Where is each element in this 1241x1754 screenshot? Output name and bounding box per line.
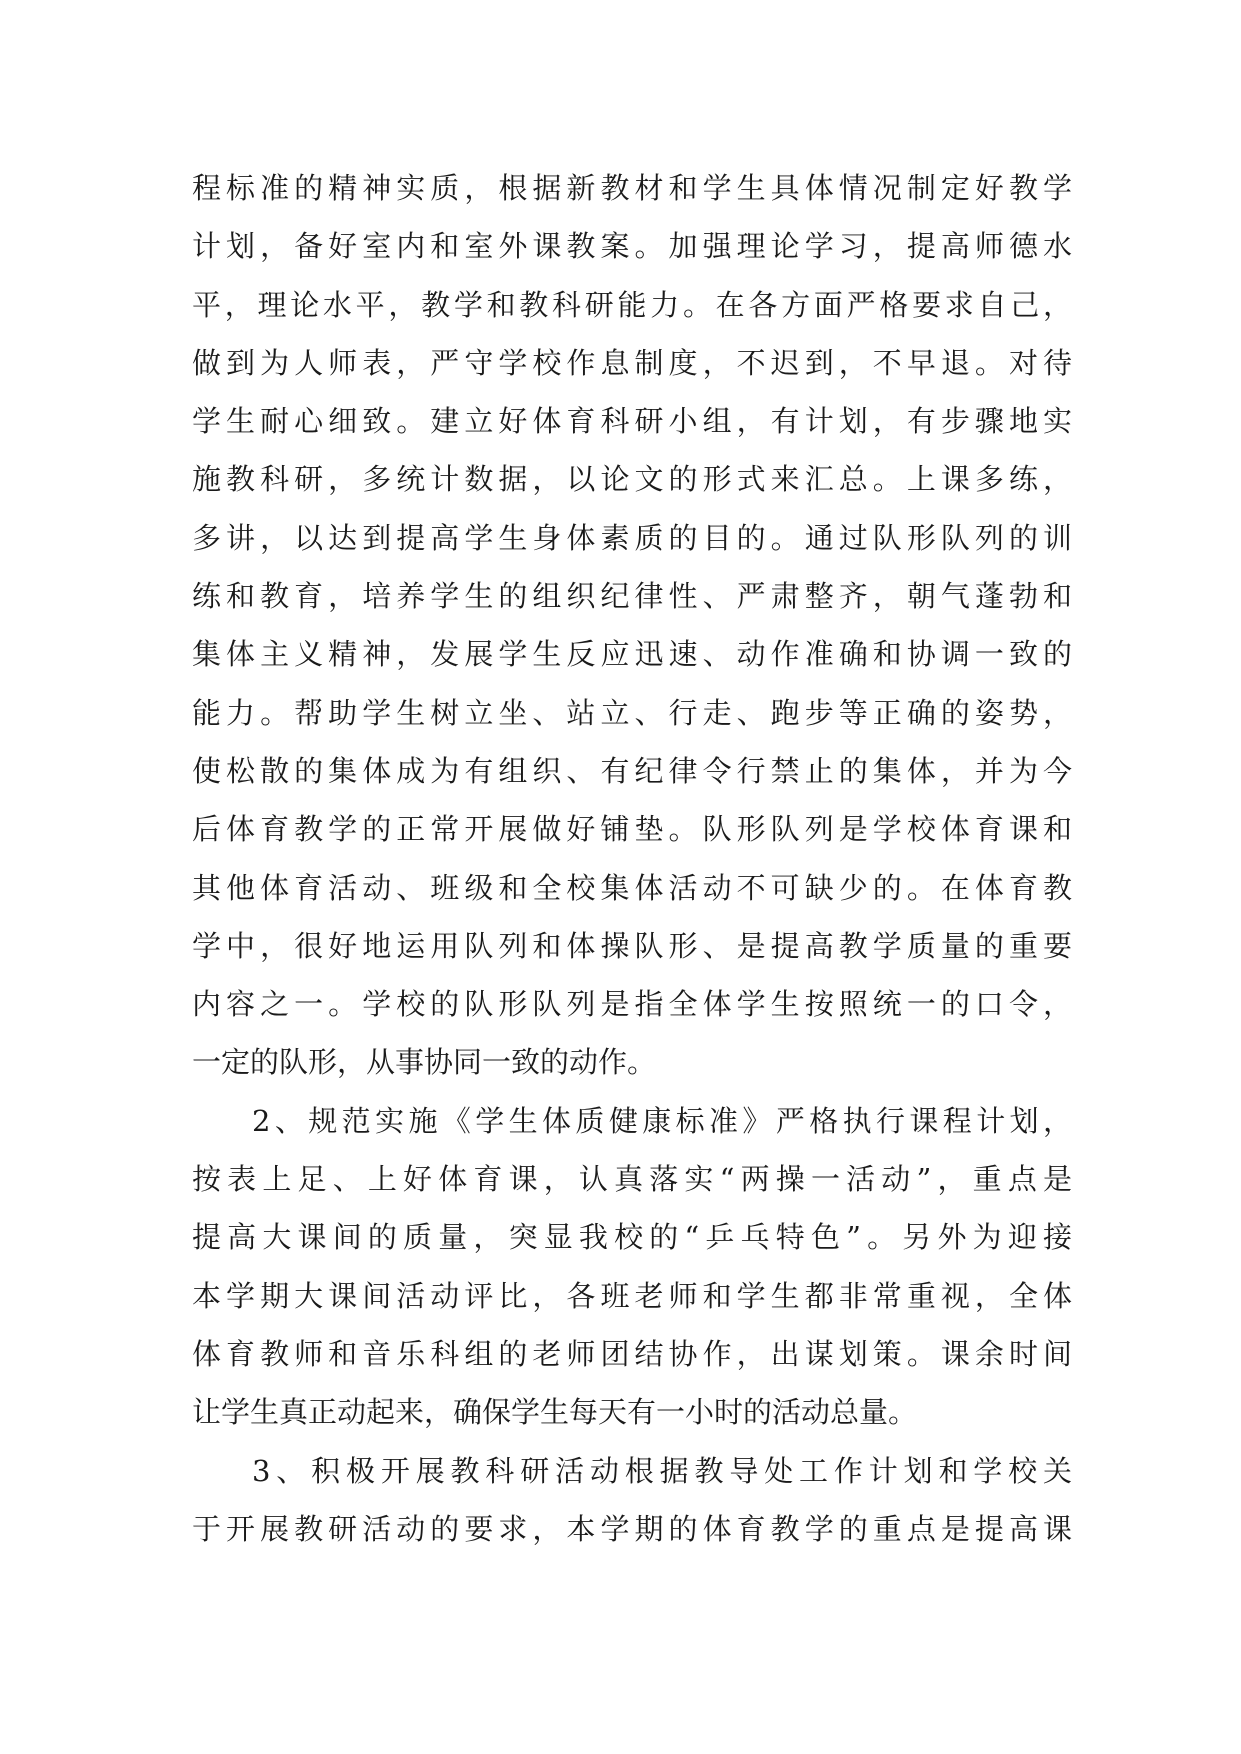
text-line: 一定的队形，从事协同一致的动作。 [192, 1045, 657, 1080]
text-line: 程标准的精神实质，根据新教材和学生具体情况制定好教学 [192, 171, 1072, 205]
text-line: 平，理论水平，教学和教科研能力。在各方面严格要求自己， [192, 287, 1072, 322]
text-line: 让学生真正动起来，确保学生每天有一小时的活动总量。 [192, 1395, 918, 1430]
paragraph-1 [192, 159, 1072, 1092]
paragraph-2 [192, 1092, 1072, 1442]
text-line: 多讲，以达到提高学生身体素质的目的。通过队形队列的训 [192, 520, 1072, 555]
text-line: 提高大课间的质量，突显我校的“乒乓特色”。另外为迎接 [192, 1220, 1072, 1255]
text-line: 按表上足、上好体育课，认真落实“两操一活动”，重点是 [192, 1162, 1072, 1197]
text-line: 学中，很好地运用队列和体操队形、是提高教学质量的重要 [192, 928, 1072, 963]
text-line: 本学期大课间活动评比，各班老师和学生都非常重视，全体 [192, 1278, 1072, 1313]
paragraph-3 [192, 1442, 1072, 1559]
text-line: 其他体育活动、班级和全校集体活动不可缺少的。在体育教 [192, 870, 1072, 905]
text-line: 计划，备好室内和室外课教案。加强理论学习，提高师德水 [192, 229, 1072, 264]
text-line: 后体育教学的正常开展做好铺垫。队形队列是学校体育课和 [192, 812, 1072, 847]
text-line: 学生耐心细致。建立好体育科研小组，有计划，有步骤地实 [192, 404, 1072, 439]
text-line: 于开展教研活动的要求，本学期的体育教学的重点是提高课 [192, 1511, 1072, 1546]
text-line: 集体主义精神，发展学生反应迅速、动作准确和协调一致的 [192, 637, 1072, 672]
text-line: 练和教育，培养学生的组织纪律性、严肃整齐，朝气蓬勃和 [192, 579, 1072, 614]
text-line: 能力。帮助学生树立坐、站立、行走、跑步等正确的姿势， [192, 695, 1072, 730]
text-line: 做到为人师表，严守学校作息制度，不迟到，不早退。对待 [192, 345, 1072, 380]
text-line: 3、积极开展教科研活动根据教导处工作计划和学校关 [252, 1453, 1072, 1488]
text-line: 使松散的集体成为有组织、有纪律令行禁止的集体，并为今 [192, 753, 1072, 788]
text-line: 2、规范实施《学生体质健康标准》严格执行课程计划， [252, 1103, 1072, 1138]
text-line: 体育教师和音乐科组的老师团结协作，出谋划策。课余时间 [192, 1336, 1072, 1371]
text-line: 内容之一。学校的队形队列是指全体学生按照统一的口令， [192, 987, 1072, 1022]
text-line: 施教科研，多统计数据，以论文的形式来汇总。上课多练， [192, 462, 1072, 497]
document-body [192, 159, 1072, 1558]
